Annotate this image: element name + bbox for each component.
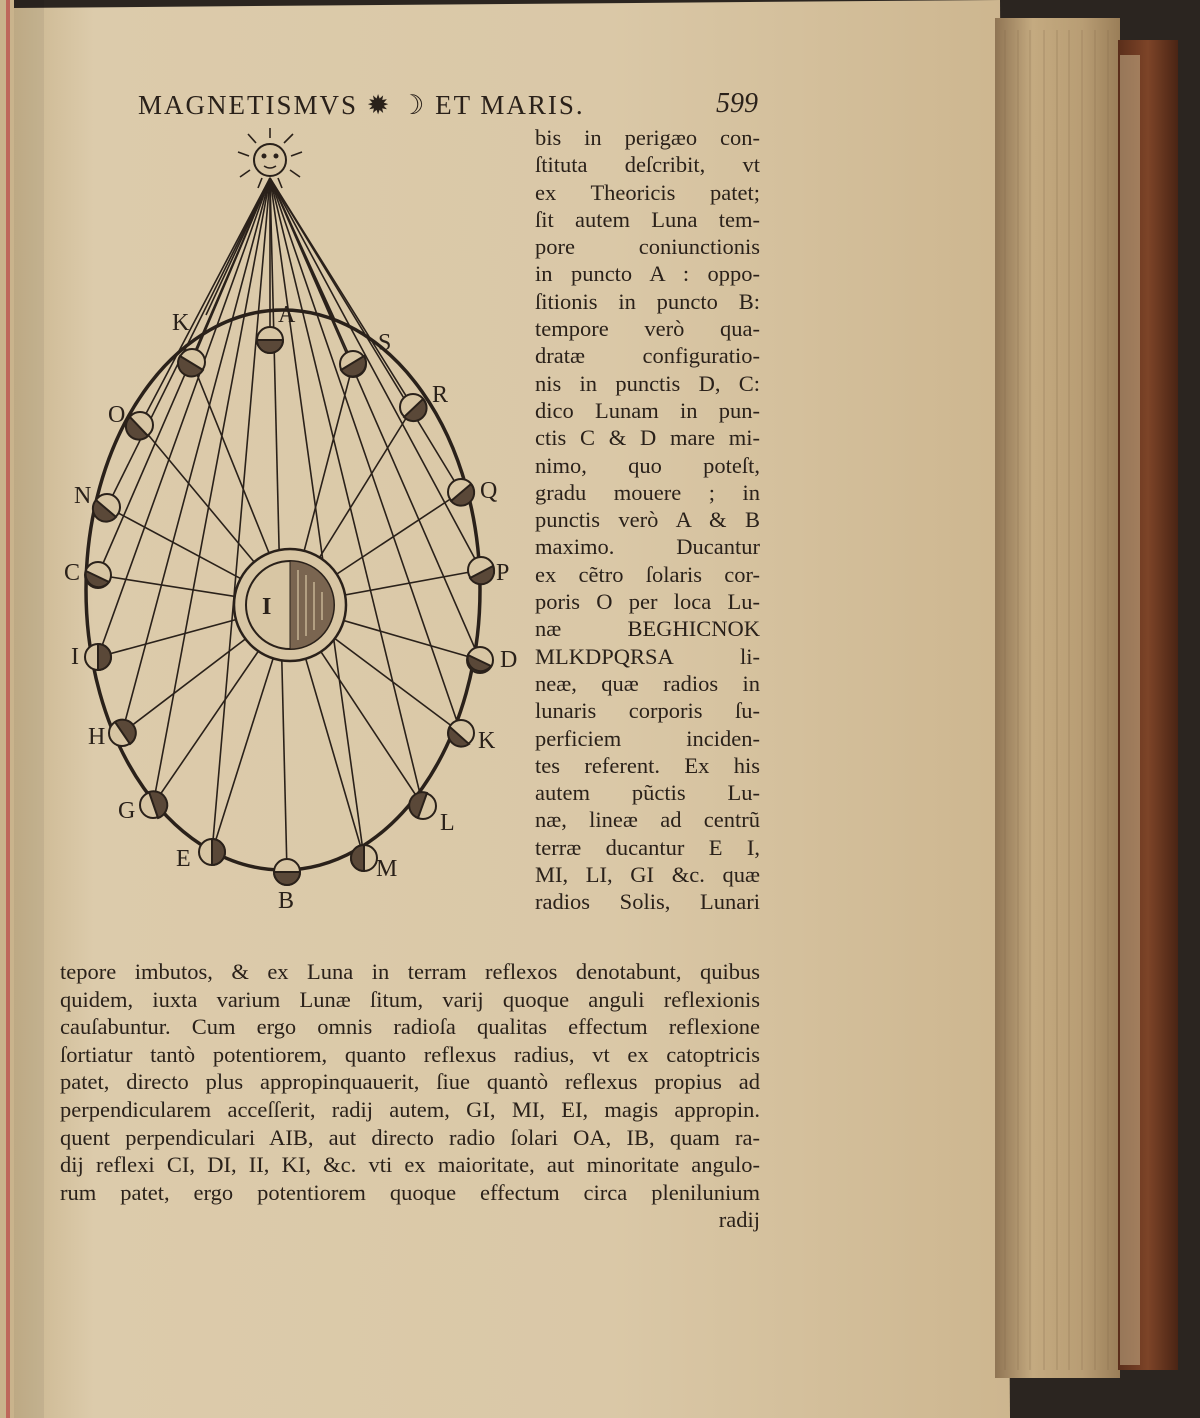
text-line: punctis verò A & B	[535, 507, 760, 533]
label-G: G	[118, 798, 136, 824]
text-line: pore coniunctionis	[535, 234, 760, 260]
text-line: MI, LI, GI &c. quæ	[535, 862, 760, 888]
text-line: dij reflexi CI, DI, II, KI, &c. vti ex maioritate, aut minoritate angulo-	[60, 1152, 760, 1178]
text-line: perpendicularem acceſſerit, radij autem, GI, MI, EI, magis appropin.	[60, 1096, 760, 1122]
text-line: rum patet, ergo potentiorem quoque effectum circa plenilunium	[60, 1179, 760, 1205]
label-S: S	[378, 330, 392, 356]
side-column-text	[535, 124, 760, 916]
label-A: A	[278, 302, 296, 328]
text-line: ex cẽtro ſolaris cor-	[535, 561, 760, 587]
text-line: radij	[718, 1207, 760, 1233]
text-line: maximo. Ducantur	[535, 534, 760, 560]
text-line: ſitionis in puncto B:	[535, 288, 760, 314]
label-I-left: I	[71, 644, 79, 670]
text-line: tepore imbutos, & ex Luna in terram reflexos denotabunt, quibus	[60, 959, 760, 984]
moon-I	[85, 644, 111, 670]
text-line: lunaris corporis ſu-	[535, 698, 760, 724]
label-earth-center: I	[262, 594, 272, 620]
label-E: E	[176, 846, 191, 872]
text-line: bis in perigæo con-	[535, 125, 760, 150]
label-C: C	[64, 560, 81, 586]
moon-L	[409, 792, 436, 819]
text-line: dratæ configuratio-	[535, 343, 760, 369]
moon-N	[93, 494, 120, 522]
moon-G	[140, 791, 167, 818]
text-line: perficiem inciden-	[535, 725, 760, 751]
text-line: autem pũctis Lu-	[535, 780, 760, 806]
moon-A	[257, 327, 283, 353]
text-line: quent perpendiculari AIB, aut directo radio ſolari OA, IB, quam ra-	[60, 1124, 760, 1150]
text-line: neæ, quæ radios in	[535, 670, 760, 696]
text-line: nimo, quo poteſt,	[535, 452, 760, 478]
text-line: quidem, iuxta varium Lunæ ſitum, varij quoque anguli reflexionis	[60, 986, 760, 1012]
text-line: nis in punctis D, C:	[535, 370, 760, 396]
label-K-right: K	[478, 728, 496, 754]
label-L: L	[440, 810, 455, 836]
text-line: MLKDPQRSA li-	[535, 643, 760, 669]
text-line: patet, directo plus appropinquauerit, ſiue quantò reflexus propius ad	[60, 1069, 760, 1095]
label-P: P	[496, 560, 510, 586]
label-Q: Q	[480, 478, 498, 504]
text-line: ſortiatur tantò potentiorem, quanto reflexus radius, vt ex catoptricis	[60, 1041, 760, 1067]
moon-K	[178, 349, 205, 376]
text-line: ctis C & D mare mi-	[535, 425, 760, 451]
label-M: M	[376, 856, 398, 882]
moon-H	[109, 720, 136, 746]
text-line: dico Lunam in pun-	[535, 397, 760, 423]
label-O: O	[108, 402, 126, 428]
text-line: gradu mouere ; in	[535, 479, 760, 505]
running-title: MAGNETISMVS ✹ ☽ ET MARIS.	[138, 90, 585, 120]
text-line: næ BEGHICNOK	[535, 616, 760, 642]
moon-P	[468, 557, 494, 584]
text-line: radios Solis, Lunari	[535, 889, 760, 915]
text-line: in puncto A : oppo-	[535, 261, 760, 287]
label-N: N	[74, 483, 92, 509]
moon-K-right	[448, 720, 474, 747]
moon-O	[126, 412, 153, 440]
text-line: poris O per loca Lu-	[535, 589, 760, 615]
moon-M	[351, 845, 377, 871]
body-text	[60, 958, 760, 1234]
moon-D	[467, 647, 493, 673]
text-line: ex Theoricis patet;	[535, 179, 760, 205]
text-line: terræ ducantur E I,	[535, 834, 760, 860]
text-line: tempore verò qua-	[535, 316, 760, 342]
moon-C	[85, 562, 111, 588]
earth-globe	[234, 549, 346, 661]
moon-Q	[448, 479, 474, 506]
moon-R	[400, 394, 427, 421]
label-D: D	[500, 647, 518, 673]
page-edges	[995, 18, 1120, 1378]
text-line: ſit autem Luna tem-	[535, 206, 760, 232]
moon-B	[274, 859, 300, 885]
text-line: cauſabuntur. Cum ergo omnis radioſa qualitas effectum reflexione	[60, 1014, 760, 1040]
label-B: B	[278, 888, 295, 914]
text-line: næ, lineæ ad centrũ	[535, 807, 760, 833]
label-H: H	[88, 724, 106, 750]
page-number: 599	[716, 88, 758, 119]
label-R: R	[432, 382, 449, 408]
text-line: ſtituta deſcribit, vt	[535, 152, 760, 178]
moon-S	[340, 351, 366, 377]
moon-E	[199, 839, 225, 865]
text-line: tes referent. Ex his	[535, 752, 760, 778]
label-K-top: K	[172, 310, 190, 336]
